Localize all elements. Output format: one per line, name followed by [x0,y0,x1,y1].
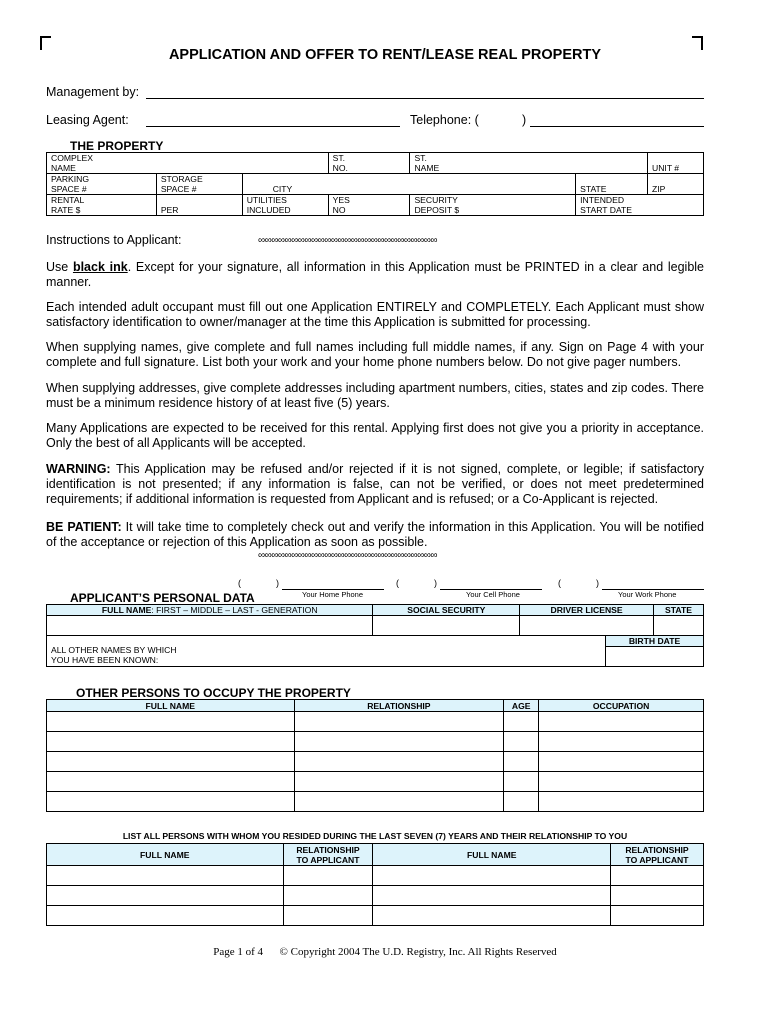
occupant-relationship-input[interactable] [294,792,504,812]
occupant-name-input[interactable] [47,772,295,792]
home-phone-open: ( [238,578,241,588]
occupant-name-input[interactable] [47,732,295,752]
instruction-be-patient: BE PATIENT: It will take time to completely check out and verify the information in this Application. You will be notified of the acceptance or rejection of this Application as soon as possible. [46,520,705,549]
street-name-cell[interactable]: ST. NAME [410,153,648,174]
occupants-col-occupation: OCCUPATION [539,700,704,712]
resident-relationship-input[interactable] [283,886,373,906]
security-deposit-cell[interactable]: SECURITY DEPOSIT $ [410,195,576,216]
occupants-col-relationship: RELATIONSHIP [294,700,504,712]
table-row [47,772,704,792]
street-number-cell[interactable]: ST. NO. [328,153,410,174]
table-row [47,792,704,812]
table-row [47,886,704,906]
parking-cell[interactable]: PARKING SPACE # [47,174,157,195]
resident-relationship-input[interactable] [283,906,373,926]
cell-phone-open: ( [396,578,399,588]
rental-rate-cell[interactable]: RENTAL RATE $ [47,195,157,216]
occupants-col-name: FULL NAME [47,700,295,712]
management-label: Management by: [46,85,140,99]
telephone-field[interactable] [530,126,704,127]
occupant-name-input[interactable] [47,712,295,732]
cell-phone-caption: Your Cell Phone [466,590,520,599]
resident-relationship-input[interactable] [283,866,373,886]
storage-cell[interactable]: STORAGE SPACE # [156,174,242,195]
personal-data-heading: APPLICANT’S PERSONAL DATA [70,591,255,605]
instruction-ink: Use black ink. Except for your signature, all information in this Application must be PRINTED in a clear and legible manner. [46,260,705,289]
occupants-heading: OTHER PERSONS TO OCCUPY THE PROPERTY [76,686,351,700]
state-input[interactable] [654,616,704,636]
residents-table [46,843,704,926]
table-row [47,752,704,772]
ornament-divider: ∞∞∞∞∞∞∞∞∞∞∞∞∞∞∞∞∞∞∞∞∞∞∞∞∞∞∞ [258,235,437,246]
leasing-agent-label: Leasing Agent: [46,113,129,127]
yes-no-cell[interactable]: YES NO [328,195,410,216]
residents-col-relationship-2: RELATIONSHIP TO APPLICANT [611,844,704,866]
occupant-age-input[interactable] [504,732,539,752]
resident-name-input[interactable] [47,866,284,886]
residents-col-name-2: FULL NAME [373,844,611,866]
occupant-occupation-input[interactable] [539,732,704,752]
zip-cell[interactable]: ZIP [648,174,704,195]
occupant-name-input[interactable] [47,752,295,772]
city-cell[interactable]: CITY [242,174,575,195]
telephone-label: Telephone: ( [410,113,479,127]
occupant-relationship-input[interactable] [294,732,504,752]
occupant-age-input[interactable] [504,772,539,792]
instruction-many-applications: Many Applications are expected to be received for this rental. Applying first does not give you a priority in acceptance. Only the best of all Applicants will be accepted. [46,421,704,450]
occupants-col-age: AGE [504,700,539,712]
driver-license-header: DRIVER LICENSE [520,605,654,616]
instructions-label: Instructions to Applicant: [46,233,182,247]
unit-cell[interactable]: UNIT # [648,153,704,174]
home-phone-close: ) [276,578,279,588]
utilities-cell[interactable]: UTILITIES INCLUDED [242,195,328,216]
occupant-relationship-input[interactable] [294,752,504,772]
table-row [47,712,704,732]
copyright: © Copyright 2004 The U.D. Registry, Inc. All Rights Reserved [279,946,557,958]
per-cell[interactable]: PER [156,195,242,216]
occupant-age-input[interactable] [504,792,539,812]
table-row [47,866,704,886]
page-footer [0,946,770,958]
occupant-occupation-input[interactable] [539,752,704,772]
state-header: STATE [654,605,704,616]
occupants-table [46,699,704,812]
complex-name-cell[interactable]: COMPLEX NAME [47,153,329,174]
instruction-names: When supplying names, give complete and full names including full middle names, if any. Sign on Page 4 with your complete and full signature. List both your work and your home phone numbers below. Do not give pager numbers. [46,340,704,369]
state-cell[interactable]: STATE [576,174,648,195]
occupant-age-input[interactable] [504,712,539,732]
page-title: APPLICATION AND OFFER TO RENT/LEASE REAL PROPERTY [168,47,602,63]
occupant-occupation-input[interactable] [539,792,704,812]
birth-date-input[interactable] [606,647,704,667]
management-field[interactable] [146,98,704,99]
resident-name-input[interactable] [373,866,611,886]
home-phone-caption: Your Home Phone [302,590,364,599]
cell-phone-close: ) [434,578,437,588]
full-name-input[interactable] [47,616,373,636]
occupant-relationship-input[interactable] [294,772,504,792]
residents-heading: LIST ALL PERSONS WITH WHOM YOU RESIDED DURING THE LAST SEVEN (7) YEARS AND THEIR RELATIONSHIP TO YOU [122,831,628,841]
resident-name-input[interactable] [373,886,611,906]
residents-col-relationship-1: RELATIONSHIP TO APPLICANT [283,844,373,866]
ssn-input[interactable] [373,616,520,636]
work-phone-caption: Your Work Phone [618,590,677,599]
leasing-agent-field[interactable] [146,126,400,127]
intended-start-cell[interactable]: INTENDED START DATE [576,195,704,216]
resident-relationship-input[interactable] [611,886,704,906]
occupant-age-input[interactable] [504,752,539,772]
property-table [46,152,704,216]
work-phone-close: ) [596,578,599,588]
full-name-header: FULL NAME: FIRST – MIDDLE – LAST - GENERATION [47,605,373,616]
birth-date-header: BIRTH DATE [606,636,704,647]
work-phone-open: ( [558,578,561,588]
occupant-occupation-input[interactable] [539,712,704,732]
ornament-divider-2: ∞∞∞∞∞∞∞∞∞∞∞∞∞∞∞∞∞∞∞∞∞∞∞∞∞∞∞ [258,550,437,561]
property-heading: THE PROPERTY [70,139,164,153]
table-row [47,906,704,926]
resident-name-input[interactable] [373,906,611,926]
driver-license-input[interactable] [520,616,654,636]
other-names-cell[interactable]: ALL OTHER NAMES BY WHICH YOU HAVE BEEN KNOWN: [47,636,606,667]
page-number: Page 1 of 4 [213,946,264,958]
occupant-name-input[interactable] [47,792,295,812]
occupant-relationship-input[interactable] [294,712,504,732]
personal-data-table [46,604,704,667]
resident-relationship-input[interactable] [611,906,704,926]
resident-name-input[interactable] [47,886,284,906]
table-row [47,732,704,752]
instruction-each-occupant: Each intended adult occupant must fill out one Application ENTIRELY and COMPLETELY. Each Applicant must show satisfactory identification to owner/manager at the time this Application is submitted for processing. [46,300,704,329]
residents-col-name-1: FULL NAME [47,844,284,866]
telephone-paren-close: ) [522,113,527,127]
resident-relationship-input[interactable] [611,866,704,886]
resident-name-input[interactable] [47,906,284,926]
instruction-warning: WARNING: This Application may be refused and/or rejected if it is not signed, complete, or legible; if satisfactory identification is not presented; if any information is false, can not be verified, or does not meet predetermined requirements; if additional information is requested from Applicant and is refused; or a Co-Applicant is rejected. [46,462,704,506]
occupant-occupation-input[interactable] [539,772,704,792]
ssn-header: SOCIAL SECURITY [373,605,520,616]
instruction-addresses: When supplying addresses, give complete addresses including apartment numbers, cities, states and zip codes. There must be a minimum residence history of at least five (5) years. [46,381,704,410]
